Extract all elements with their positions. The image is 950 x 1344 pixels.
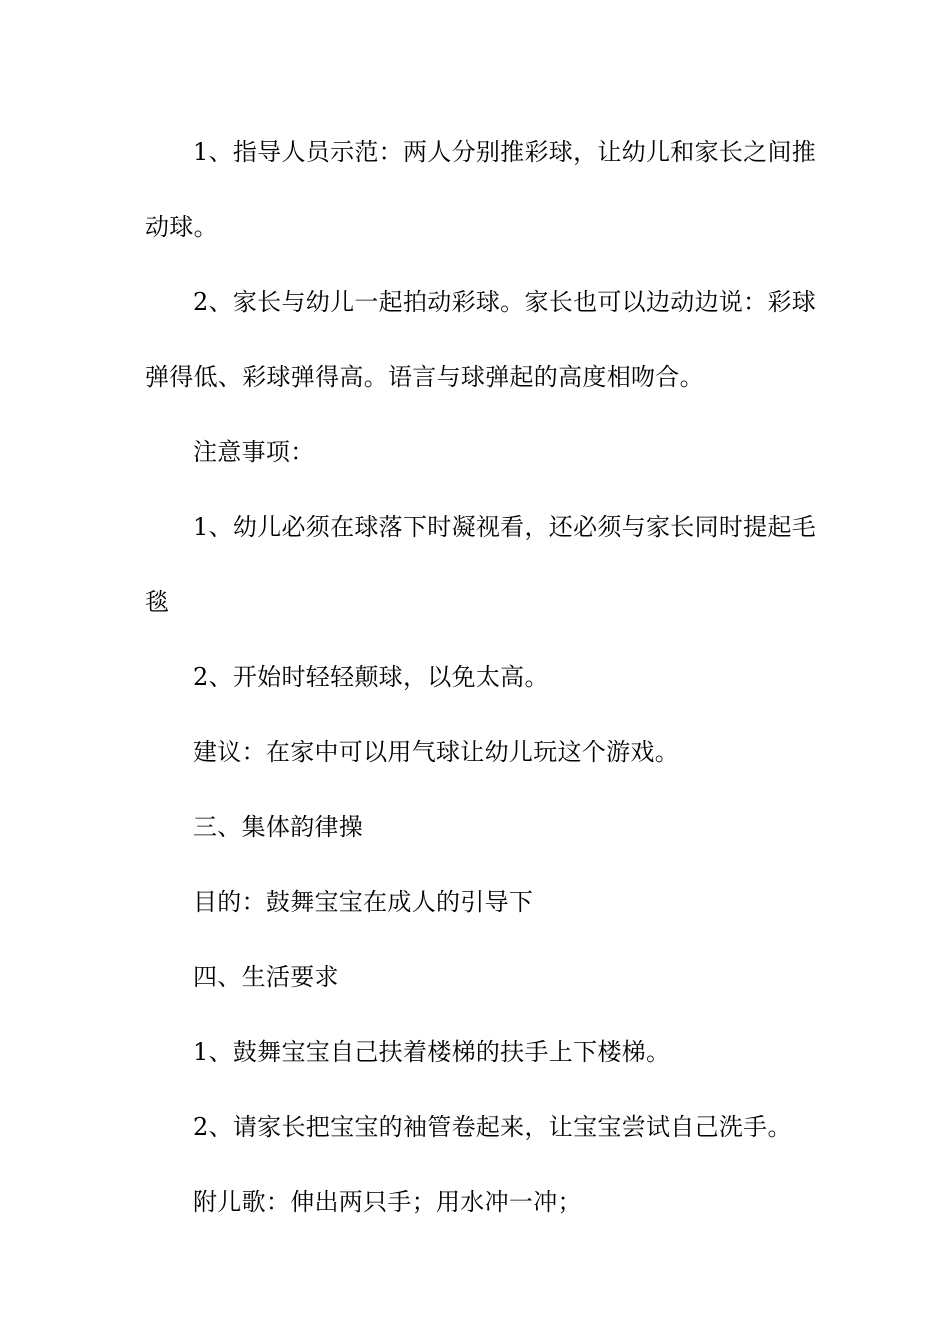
- paragraph-demo-line-2: 动球。: [145, 213, 218, 241]
- paragraph-purpose: 目的：鼓舞宝宝在成人的引导下: [193, 888, 534, 916]
- paragraph-life-2: 2、请家长把宝宝的袖管卷起来，让宝宝尝试自己洗手。: [193, 1113, 792, 1141]
- paragraph-life-1: 1、鼓舞宝宝自己扶着楼梯的扶手上下楼梯。: [193, 1038, 671, 1066]
- paragraph-note-1-line-1: 1、幼儿必须在球落下时凝视看，还必须与家长同时提起毛: [193, 513, 817, 541]
- paragraph-pat-ball-line-2: 弹得低、彩球弹得高。语言与球弹起的高度相吻合。: [145, 363, 704, 391]
- heading-section-3: 三、集体韵律操: [193, 813, 364, 841]
- paragraph-suggestion: 建议：在家中可以用气球让幼儿玩这个游戏。: [193, 738, 679, 766]
- paragraph-demo-line-1: 1、指导人员示范：两人分别推彩球，让幼儿和家长之间推: [193, 138, 817, 166]
- heading-notes: 注意事项：: [193, 438, 315, 466]
- paragraph-note-2: 2、开始时轻轻颠球，以免太高。: [193, 663, 549, 691]
- paragraph-note-1-line-2: 毯: [145, 588, 170, 616]
- paragraph-nursery-rhyme: 附儿歌：伸出两只手；用水冲一冲；: [193, 1188, 582, 1216]
- heading-section-4: 四、生活要求: [193, 963, 339, 991]
- paragraph-pat-ball-line-1: 2、家长与幼儿一起拍动彩球。家长也可以边动边说：彩球: [193, 288, 817, 316]
